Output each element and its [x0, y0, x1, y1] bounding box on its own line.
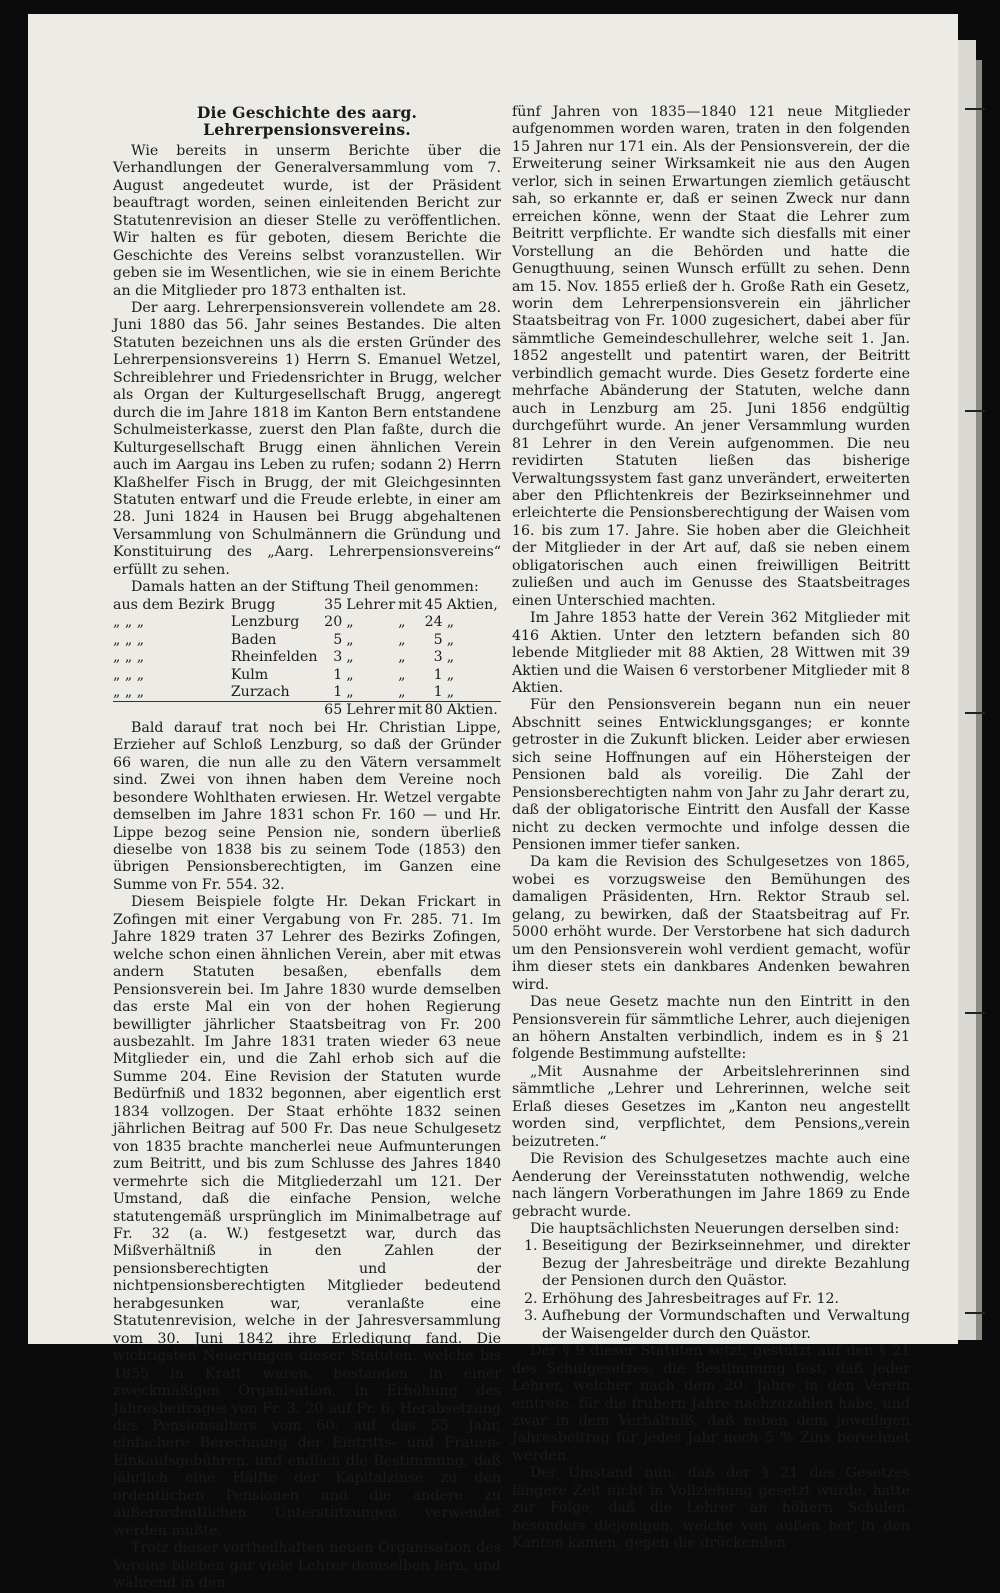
total-teachers-cell: 65	[323, 702, 346, 720]
empty-cell	[113, 702, 231, 720]
district-prefix-cell: „ „ „	[113, 631, 145, 648]
shares-cell: 45	[424, 596, 443, 613]
unit-cell: Aktien.	[447, 702, 501, 720]
unit-cell: „	[446, 649, 455, 666]
district-prefix-cell: „ „ „	[113, 683, 145, 700]
law-quote: „Mit Ausnahme der Arbeitslehrerinnen sind sämmtliche „Lehrer und Lehrerinnen, welche seit Erlaß dieses Gesetzes im „Kanton neu angestellt worden sind, verpflichtet, dem Pensions„verein beizutreten.“	[512, 1063, 910, 1150]
paragraph: Das neue Gesetz machte nun den Eintritt in den Pensionsverein für sämmtliche Lehrer, auch diejenigen an höhern Anstalten verbindlich, indem es in § 21 folgende Bestimmung aufstellte:	[512, 994, 910, 1063]
paragraph: Der Umstand nun, daß der § 21 des Gesetzes längere Zeit nicht in Vollziehung gesetzt wurde, hatte zur Folge, daß die Lehrer an höhern Schulen, besonders diejenigen, welche von außen her in den Kanton kamen, gegen die drückenden	[512, 1465, 910, 1552]
article-title: Die Geschichte des aarg. Lehrerpensionsvereins.	[196, 103, 418, 140]
teachers-cell: 1	[333, 683, 343, 700]
district-prefix-cell: aus dem Bezirk	[113, 596, 225, 613]
unit-cell: „	[446, 614, 455, 631]
unit-cell: „	[346, 649, 354, 666]
innovations-list	[512, 1238, 910, 1343]
district-cell: Lenzburg	[230, 614, 300, 631]
founding-members-table	[113, 597, 501, 720]
teachers-cell: 20	[324, 614, 343, 631]
paragraph: Die hauptsächlichsten Neuerungen derselben sind:	[530, 1221, 900, 1237]
unit-cell: „	[398, 631, 406, 648]
unit-cell: „	[346, 666, 354, 683]
district-prefix-cell: „ „ „	[113, 614, 145, 631]
unit-cell: „	[346, 683, 354, 700]
paragraph: Damals hatten an der Stiftung Theil genommen:	[131, 579, 479, 596]
unit-cell: „	[398, 614, 406, 631]
shares-cell: 5	[433, 631, 443, 648]
page-edge-mark	[965, 1012, 985, 1014]
shares-cell: 1	[433, 666, 443, 683]
page-edge-mark	[965, 1312, 985, 1314]
unit-cell: Aktien,	[446, 596, 498, 613]
paragraph: Da kam die Revision des Schulgesetzes von 1865, wobei es vorzugsweise den Bemühungen des damaligen Präsidenten, Hrn. Rektor Straub sel. gelang, zu bewirken, daß der Staatsbeitrag auf Fr. 5000 erhöht wurde. Der Verstorbene hat sich dadurch um den Pensionsverein wohl verdient gemacht, wofür ihm dieser stets ein dankbares Andenken bewahren wird.	[512, 854, 910, 993]
list-item: 2. Erhöhung des Jahresbeitrages auf Fr. 12.	[542, 1291, 910, 1308]
teachers-cell: 1	[333, 666, 343, 683]
paragraph: Bald darauf trat noch bei Hr. Christian Lippe, Erzieher auf Schloß Lenzburg, so daß der Gründer 66 waren, die nun alle zu den Vätern versammelt sind. Zwei von ihnen haben dem Vereine noch besondere Wohlthaten erwiesen. Hr. Wetzel vergabte demselben im Jahre 1831 schon Fr. 160 — und Hr. Lippe bezog seine Pension nie, sondern überließ dieselbe von 1838 bis zu seinem Tode (1853) den übrigen Pensionsberechtigten, im Ganzen eine Summe von Fr. 554. 32.	[113, 719, 501, 893]
paragraph: Für den Pensionsverein begann nun ein neuer Abschnitt seines Entwicklungsganges; er konnte getroster in die Zukunft blicken. Leider aber erwiesen sich seine Hoffnungen auf ein Höhersteigen der Pensionen bald als voreilig. Die Zahl der Pensionsberechtigten nahm von Jahr zu Jahr derart zu, daß der obligatorische Eintritt den Ausfall der Kasse nicht zu decken vermochte und infolge dessen die Pensionen immer tiefer sanken.	[512, 697, 910, 854]
table-row	[113, 684, 501, 702]
unit-cell: „	[346, 614, 354, 631]
teachers-cell: 5	[333, 631, 343, 648]
shares-cell: 3	[433, 649, 443, 666]
district-cell: Kulm	[230, 666, 269, 683]
total-row	[113, 702, 501, 720]
total-shares-cell: 80	[423, 702, 446, 720]
unit-cell: Lehrer	[346, 596, 396, 613]
left-column	[113, 104, 501, 1593]
unit-cell: „	[446, 683, 455, 700]
table-row	[113, 597, 501, 614]
list-item: 1. Beseitigung der Bezirkseinnehmer, und direkter Bezug der Jahresbeiträge und direkte Bezahlung der Pensionen durch den Quästor.	[542, 1238, 910, 1290]
page-edge-mark	[965, 108, 985, 110]
teachers-cell: 35	[324, 596, 343, 613]
unit-cell: „	[398, 649, 406, 666]
district-cell: Zurzach	[230, 683, 290, 700]
empty-cell	[231, 702, 323, 720]
paragraph: Die Revision des Schulgesetzes machte auch eine Aenderung der Vereinsstatuten nothwendig, welche nach längern Vorberathungen im Jahre 1869 zu Ende gebracht wurde.	[512, 1151, 910, 1220]
next-page-edge	[958, 40, 976, 1340]
paragraph: Wie bereits in unserm Berichte über die Verhandlungen der Generalversammlung vom 7. August angedeutet wurde, ist der Präsident beauftragt worden, seinen einleitenden Bericht zur Statutenrevision an dieser Stelle zu veröffentlichen. Wir halten es für geboten, diesem Berichte die Geschichte des Vereins selbst voranzustellen. Wir geben sie im Wesentlichen, wie sie in einem Berichte an die Mitglieder pro 1873 enthalten ist.	[113, 142, 501, 299]
teachers-cell: 3	[333, 649, 343, 666]
binding-shadow	[976, 60, 982, 1340]
district-cell: Brugg	[230, 596, 276, 613]
unit-cell: „	[446, 666, 455, 683]
paragraph: Der § 9 dieser Statuten setzt, gestützt auf den § 21 des Schulgesetzes, die Bestimmung fest, daß jeder Lehrer, welcher nach dem 20. Jahre in den Verein eintrete, für die frühern Jahre nachzuzahlen habe, und zwar in dem Verhältniß, daß neben dem jeweiligen Jahresbeitrag für jedes Jahr noch 5 % Zins berechnet werden.	[512, 1343, 910, 1464]
table-row	[113, 649, 501, 666]
district-cell: Rheinfelden	[230, 649, 318, 666]
paragraph: fünf Jahren von 1835—1840 121 neue Mitglieder aufgenommen worden waren, traten in den folgenden 15 Jahren nur 171 ein. Als der Pensionsverein, der die Erweiterung seiner Wirksamkeit nie aus den Augen verlor, sich in seinen Erwartungen ziemlich getäuscht sah, so erkannte er, daß er seinen Zweck nur dann erreichen könne, wenn der Staat die Lehrer zum Beitritt verpflichte. Er wandte sich diesfalls mit einer Vorstellung an die Behörden und hatte die Genugthuung, seinen Wunsch erfüllt zu sehen. Denn am 15. Nov. 1855 erließ der h. Große Rath ein Gesetz, worin dem Lehrerpensionsverein ein jährlicher Staatsbeitrag von Fr. 1000 zugesichert, dabei aber für sämmtliche Gemeindeschullehrer, welche seit 1. Jan. 1852 angestellt und patentirt waren, der Beitritt verbindlich gemacht wurde. Dies Gesetz forderte eine mehrfache Abänderung der Statuten, welche dann auch in Lenzburg am 25. Juni 1856 endgültig durchgeführt wurde. An jener Versammlung wurden 81 Lehrer in den Verein aufgenommen. Die neu revidirten Statuten ließen das bisherige Verwaltungssystem fast ganz unverändert, erweiterten aber den Pflichtenkreis der Bezirkseinnehmer und erleichterte die Pensionsberechtigung der Waisen vom 16. bis zum 17. Jahre. Sie hoben aber die Gleichheit der Mitglieder in der Art auf, daß sie neben einem obligatorischen auch einen freiwilligen Beitritt zuließen und auch im Genusse des Staatsbeitrages einen Unterschied machten.	[512, 104, 910, 609]
district-cell: Baden	[230, 631, 277, 648]
shares-cell: 1	[433, 683, 443, 700]
paragraph: Im Jahre 1853 hatte der Verein 362 Mitglieder mit 416 Aktien. Unter den letztern befanden sich 80 lebende Mitglieder mit 88 Aktien, 28 Wittwen mit 39 Aktien und die Waisen 6 verstorbener Mitglieder mit 8 Aktien.	[512, 610, 910, 696]
unit-cell: mit	[398, 596, 422, 613]
right-column	[512, 104, 910, 1553]
page-edge-mark	[965, 712, 985, 714]
paragraph: Trotz dieser vortheilhaften neuen Organisation des Vereins blieben gar viele Lehrer demselben fern, und während in den	[113, 1540, 501, 1592]
district-prefix-cell: „ „ „	[113, 649, 145, 666]
paragraph: Der aarg. Lehrerpensionsverein vollendete am 28. Juni 1880 das 56. Jahr seines Bestandes. Die alten Statuten bezeichnen uns als die ersten Gründer des Lehrerpensionsvereins 1) Herrn S. Emanuel Wetzel, Schreiblehrer und Friedensrichter in Brugg, welcher als Organ der Kulturgesellschaft Brugg, angeregt durch die im Jahre 1818 im Kanton Bern entstandene Schulmeisterkasse, zuerst den Plan faßte, durch die Kulturgesellschaft Brugg einen ähnlichen Verein auch im Aargau ins Leben zu rufen; sodann 2) Herrn Klaßhelfer Fisch in Brugg, der mit Gleichgesinnten Statuten entwarf und die Freude erlebte, in einer am 28. Juni 1824 in Hausen bei Brugg abgehaltenen Versammlung von Schulmännern die Gründung und Konstituirung des „Aarg. Lehrerpensionsvereins“ erfüllt zu sehen.	[113, 299, 501, 578]
table-row	[113, 667, 501, 684]
unit-cell: mit	[398, 702, 422, 719]
table-row	[113, 632, 501, 649]
paragraph: Diesem Beispiele folgte Hr. Dekan Frickart in Zofingen mit einer Vergabung von Fr. 285. 71. Im Jahre 1829 traten 37 Lehrer des Bezirks Zofingen, welche schon einen ähnlichen Verein, aber mit etwas andern Statuten besaßen, ebenfalls dem Pensionsverein bei. Im Jahre 1830 wurde demselben das erste Mal ein von der hohen Regierung bewilligter jährlicher Staatsbeitrag von Fr. 200 ausbezahlt. Im Jahre 1831 traten wieder 63 neue Mitglieder ein, und die Zahl erhob sich auf die Summe 204. Eine Revision der Statuten wurde Bedürfniß und 1832 begonnen, aber eigentlich erst 1834 vollzogen. Der Staat erhöhte 1832 seinen jährlichen Beitrag auf 500 Fr. Das neue Schulgesetz von 1835 brachte mancherlei neue Aufmunterungen zum Beitritt, und bis zum Schlusse des Jahres 1840 vermehrte sich die Mitgliederzahl um 121. Der Umstand, daß die einfache Pension, welche statutengemäß ursprünglich im Minimalbetrage auf Fr. 32 (a. W.) festgesetzt war, durch das Mißverhältniß in den Zahlen der pensionsberechtigten und der nichtpensionsberechtigten Mitglieder bedeutend herabgesunken war, veranlaßte eine Statutenrevision, welche in der Jahresversammlung vom 30. Juni 1842 ihre Erledigung fand. Die wichtigsten Neuerungen dieser Statuten, welche bis 1855 in Kraft waren, bestanden in einer zweckmäßigen Organisation, in Erhöhung des Jahresbeitrages von Fr. 3. 20 auf Fr. 6, Herabsetzung des Pensionsalters vom 60. auf das 55. Jahr, einfachere Berechnung der Eintritts- und Frauen-Einkaufsgebühren, und endlich die Bestimmung, daß jährlich eine Hälfte der Kapitalzinse zu den ordentlichen Pensionen und die andere zu außerordentlichen Unterstützungen verwendet werden mußte.	[113, 894, 501, 1539]
list-item: 3. Aufhebung der Vormundschaften und Verwaltung der Waisengelder durch den Quästor.	[542, 1308, 910, 1343]
district-prefix-cell: „ „ „	[113, 666, 145, 683]
unit-cell: „	[346, 631, 354, 648]
page-edge-mark	[965, 410, 985, 412]
shares-cell: 24	[424, 614, 443, 631]
unit-cell: „	[398, 683, 406, 700]
unit-cell: „	[446, 631, 455, 648]
unit-cell: „	[398, 666, 406, 683]
unit-cell: Lehrer	[346, 702, 398, 720]
table-row	[113, 614, 501, 631]
